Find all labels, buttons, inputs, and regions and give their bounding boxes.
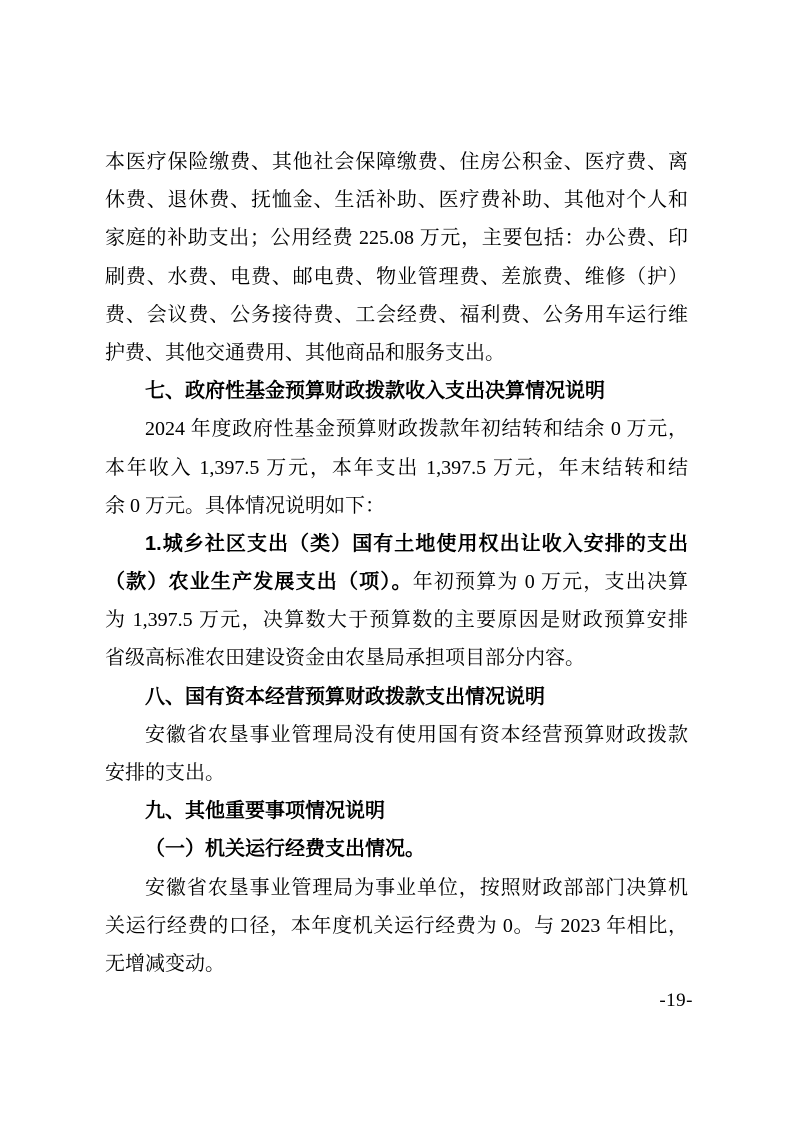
text-segment: 费、会议费、公务接待费、工会经费、福利费、公务用车运行维 (105, 303, 688, 326)
document-line (105, 219, 688, 257)
bold-text-segment: 1.城乡社区支出（类）国有土地使用权出让收入安排的支出 (145, 532, 688, 555)
document-line (105, 143, 688, 181)
page-number: -19- (659, 990, 693, 1011)
text-segment: 2024 年度政府性基金预算财政拨款年初结转和结余 0 万元， (145, 418, 688, 441)
text-segment: 无增减变动。 (105, 952, 225, 975)
document-line (105, 869, 688, 907)
text-segment: 年初预算为 0 万元，支出决算 (412, 571, 688, 594)
text-segment: 为 1,397.5 万元，决算数大于预算数的主要原因是财政预算安排 (105, 609, 688, 632)
document-line (105, 487, 688, 525)
document-line (105, 639, 688, 677)
document-line (105, 754, 688, 792)
bold-text-segment: 八、国有资本经营预算财政拨款支出情况说明 (145, 685, 545, 708)
text-segment: 安徽省农垦事业管理局为事业单位，按照财政部部门决算机 (145, 876, 688, 899)
document-line (105, 945, 688, 983)
bold-text-segment: 九、其他重要事项情况说明 (145, 800, 385, 823)
document-line (105, 601, 688, 639)
document-line (105, 525, 688, 563)
text-segment: 休费、退休费、抚恤金、生活补助、医疗费补助、其他对个人和 (105, 189, 688, 212)
text-segment: 护费、其他交通费用、其他商品和服务支出。 (105, 341, 505, 364)
document-line (105, 296, 688, 334)
document-line (105, 830, 688, 868)
document-line (105, 449, 688, 487)
document-line (105, 372, 688, 410)
document-body (105, 143, 688, 983)
bold-text-segment: （款）农业生产发展支出（项）。 (105, 571, 413, 594)
text-segment: 本医疗保险缴费、其他社会保障缴费、住房公积金、医疗费、离 (105, 151, 688, 173)
text-segment: 本年收入 1,397.5 万元，本年支出 1,397.5 万元，年末结转和结 (105, 456, 688, 479)
bold-text-segment: （一）机关运行经费支出情况。 (145, 838, 425, 861)
text-segment: 余 0 万元。具体情况说明如下： (105, 494, 385, 517)
text-segment: 省级高标准农田建设资金由农垦局承担项目部分内容。 (105, 647, 585, 670)
text-segment: 刷费、水费、电费、邮电费、物业管理费、差旅费、维修（护） (105, 265, 688, 288)
text-segment: 安徽省农垦事业管理局没有使用国有资本经营预算财政拨款 (145, 723, 688, 746)
document-line (105, 258, 688, 296)
text-segment: 安排的支出。 (105, 762, 225, 784)
document-line (105, 181, 688, 219)
document-line (105, 716, 688, 754)
text-segment: 家庭的补助支出；公用经费 225.08 万元，主要包括：办公费、印 (105, 227, 688, 250)
document-line (105, 410, 688, 448)
bold-text-segment: 七、政府性基金预算财政拨款收入支出决算情况说明 (145, 380, 605, 403)
text-segment: 关运行经费的口径，本年度机关运行经费为 0。与 2023 年相比， (105, 914, 688, 937)
document-line (105, 334, 688, 372)
document-line (105, 563, 688, 601)
document-line (105, 907, 688, 945)
document-line (105, 792, 688, 830)
document-line (105, 678, 688, 716)
